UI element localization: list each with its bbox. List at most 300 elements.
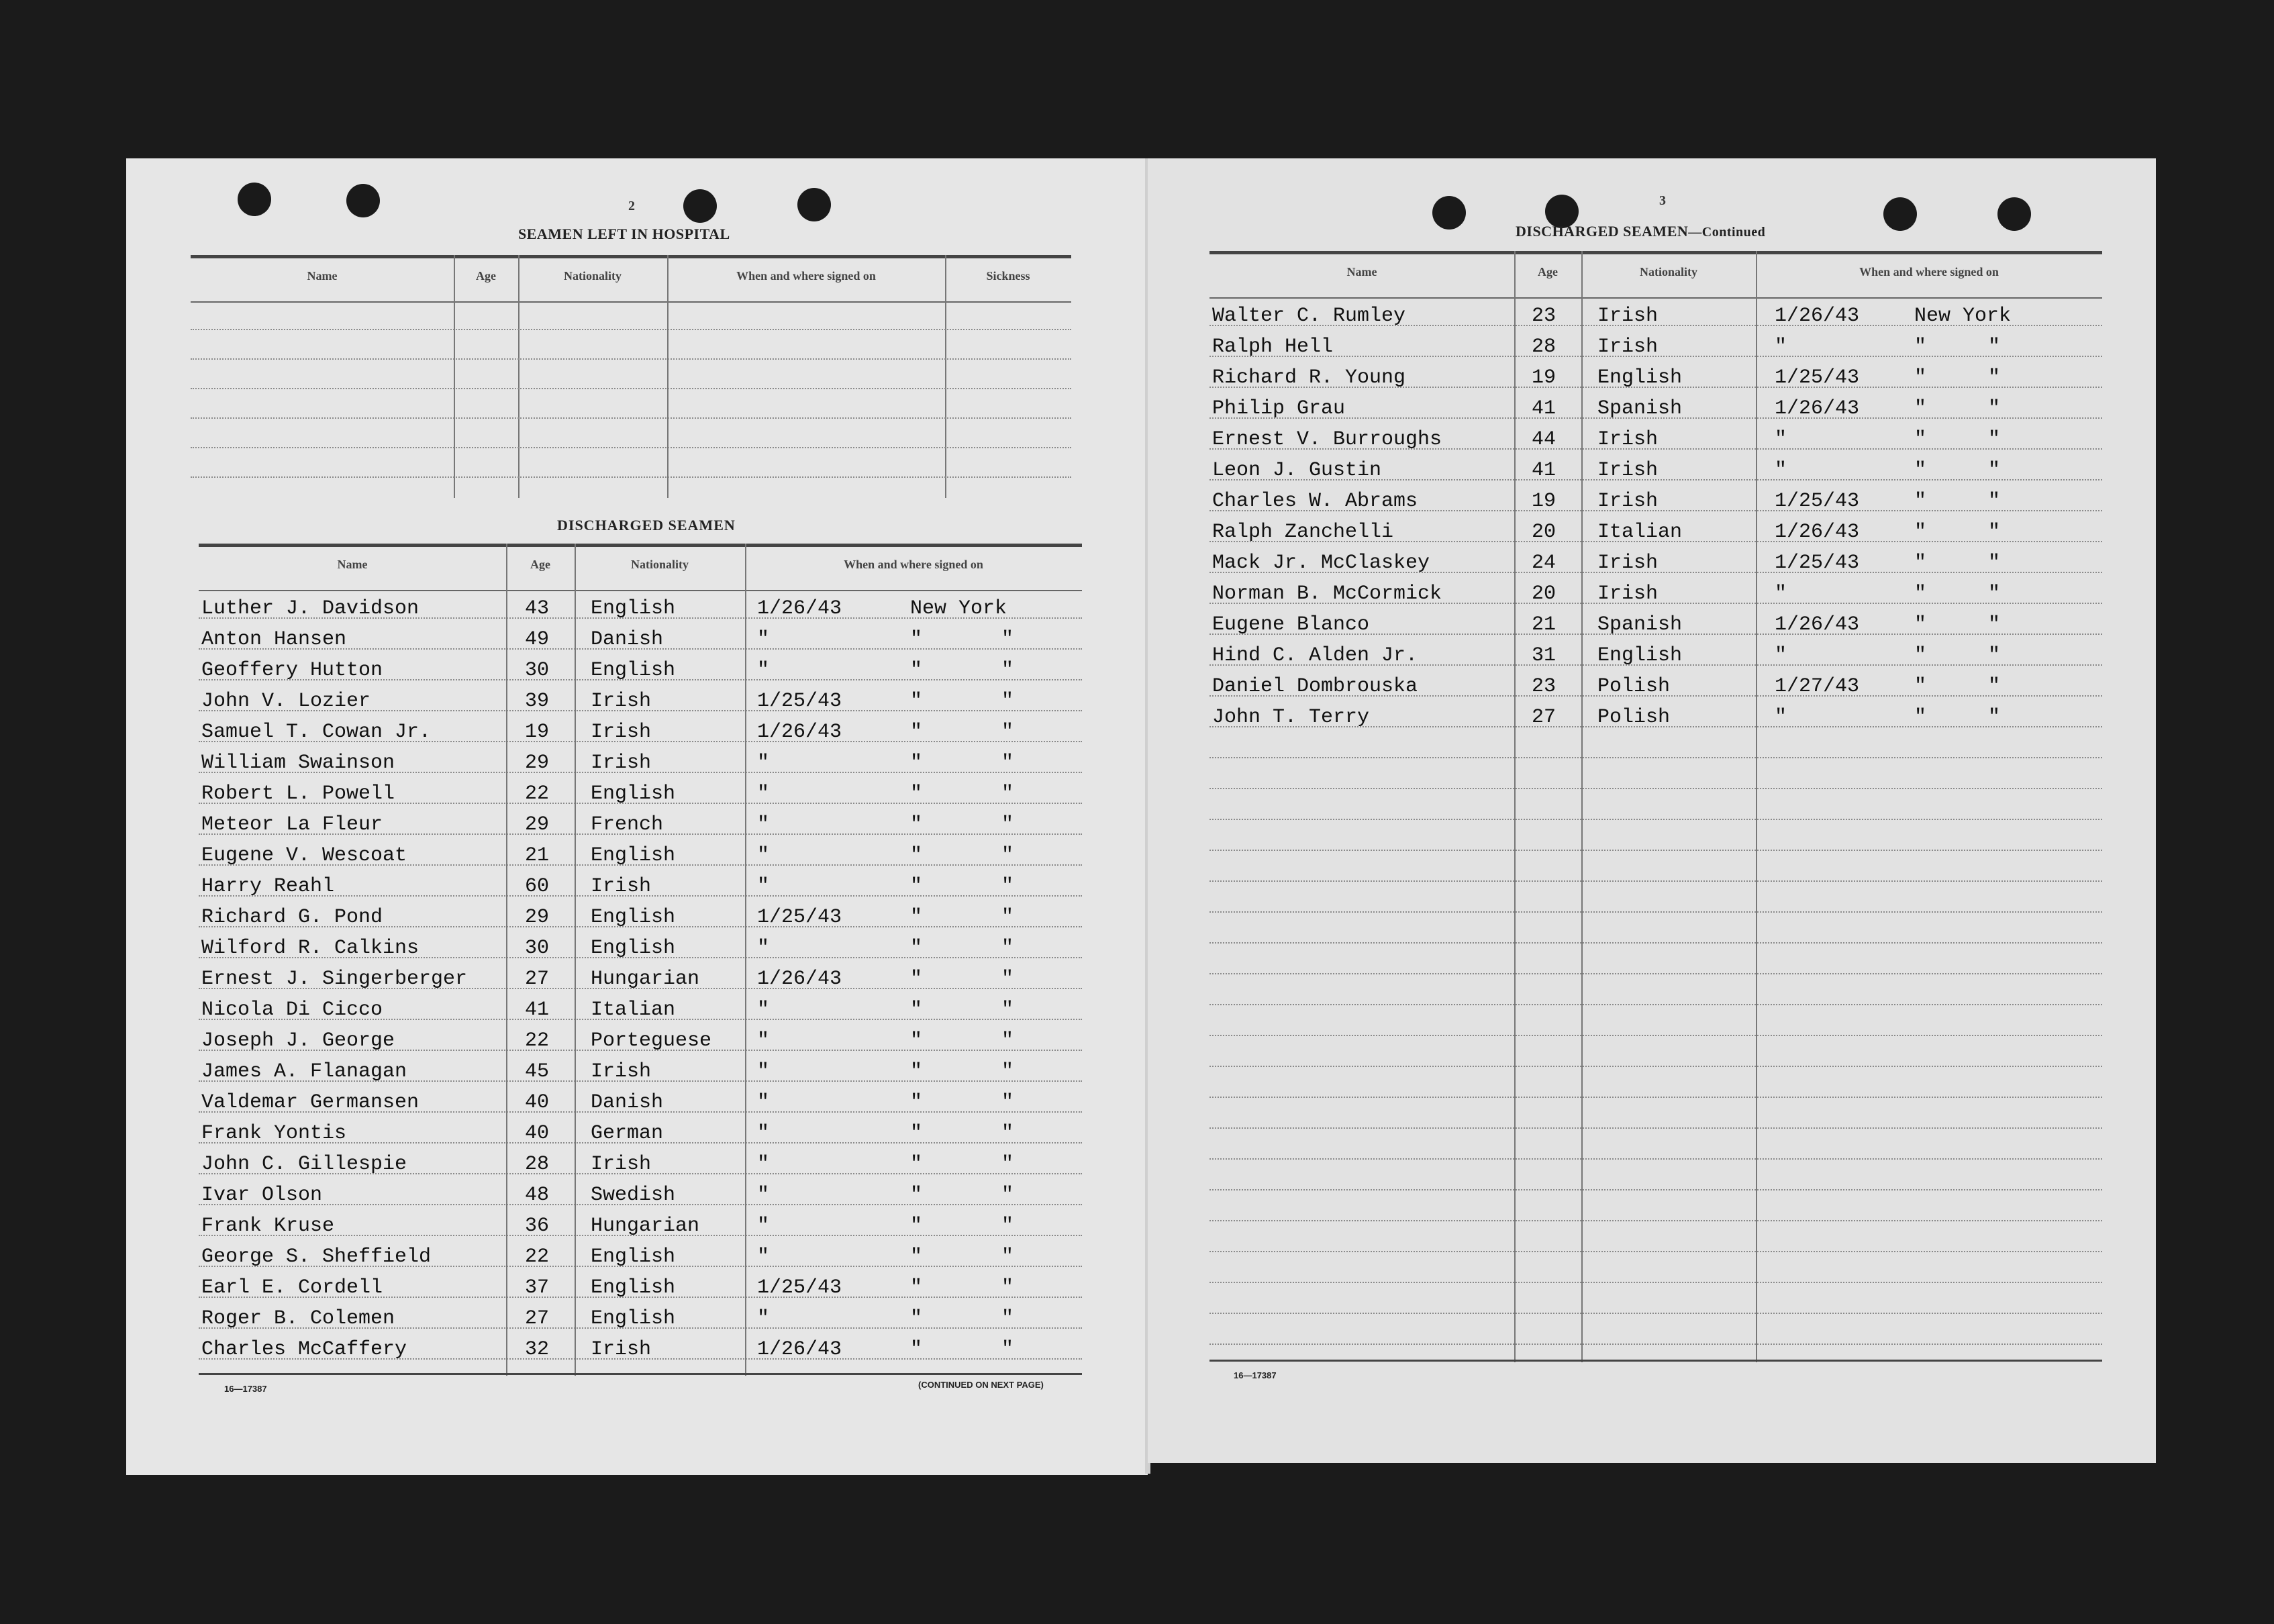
- seaman-name: James A. Flanagan: [201, 1060, 407, 1083]
- signed-date: ": [757, 1091, 770, 1114]
- signed-date: ": [757, 1246, 770, 1268]
- table-row: [199, 989, 1082, 1020]
- table-row: [199, 897, 1082, 927]
- seaman-nationality: Hungarian: [591, 968, 700, 991]
- table-row: [1209, 388, 2102, 419]
- signed-state: ": [1001, 1153, 1014, 1176]
- signed-date: 1/26/43: [1775, 305, 1860, 327]
- signed-date: ": [757, 659, 770, 682]
- header-age: Age: [530, 558, 550, 571]
- seaman-nationality: Spanish: [1597, 613, 1683, 636]
- seaman-name: Daniel Dombrouska: [1212, 675, 1418, 698]
- signed-place: ": [910, 1215, 923, 1237]
- seaman-name: Anton Hansen: [201, 628, 347, 651]
- signed-state: ": [1001, 1246, 1014, 1268]
- header-signed-on: When and where signed on: [736, 269, 876, 283]
- signed-state: ": [1001, 999, 1014, 1021]
- signed-place: New York: [910, 597, 1007, 620]
- seaman-nationality: English: [591, 659, 676, 682]
- signed-date: ": [757, 1029, 770, 1052]
- title-continued: —Continued: [1688, 225, 1766, 240]
- table-row: [199, 1205, 1082, 1236]
- signed-place: ": [1914, 706, 1927, 729]
- signed-state: ": [1001, 752, 1014, 774]
- table-row: [199, 711, 1082, 742]
- seaman-name: Eugene Blanco: [1212, 613, 1370, 636]
- seaman-nationality: Irish: [1597, 336, 1659, 358]
- seaman-name: Norman B. McCormick: [1212, 582, 1442, 605]
- signed-state: ": [1001, 1060, 1014, 1083]
- table-row: [199, 958, 1082, 989]
- table-row: [1209, 419, 2102, 450]
- seaman-name: William Swainson: [201, 752, 395, 774]
- signed-place: ": [910, 1338, 923, 1361]
- signed-state: ": [1988, 336, 2001, 358]
- seaman-age: 43: [525, 597, 550, 620]
- signed-date: ": [757, 628, 770, 651]
- seaman-nationality: English: [591, 906, 676, 929]
- signed-place: ": [1914, 521, 1927, 544]
- seaman-nationality: Danish: [591, 1091, 664, 1114]
- seaman-name: Richard R. Young: [1212, 366, 1406, 389]
- signed-date: 1/25/43: [757, 1276, 842, 1299]
- signed-date: ": [757, 1153, 770, 1176]
- seaman-name: Hind C. Alden Jr.: [1212, 644, 1418, 667]
- seaman-name: Richard G. Pond: [201, 906, 383, 929]
- seaman-name: Frank Kruse: [201, 1215, 335, 1237]
- punch-hole: [683, 189, 717, 223]
- table-row: [199, 866, 1082, 897]
- signed-date: ": [757, 1184, 770, 1207]
- seaman-age: 32: [525, 1338, 550, 1361]
- blank-row: [1209, 1283, 2102, 1314]
- seaman-name: Valdemar Germansen: [201, 1091, 419, 1114]
- blank-row: [1209, 1252, 2102, 1283]
- table-row: [199, 1329, 1082, 1360]
- signed-date: ": [757, 813, 770, 836]
- signed-date: ": [757, 1215, 770, 1237]
- seaman-age: 27: [525, 1307, 550, 1330]
- table-row: [199, 1113, 1082, 1144]
- seaman-name: Robert L. Powell: [201, 782, 395, 805]
- seaman-age: 27: [1532, 706, 1556, 729]
- signed-place: ": [910, 937, 923, 960]
- seaman-age: 29: [525, 813, 550, 836]
- discharged-continued-title: [1516, 223, 1765, 240]
- seaman-age: 23: [1532, 675, 1556, 698]
- seaman-nationality: Irish: [1597, 582, 1659, 605]
- seaman-nationality: English: [591, 782, 676, 805]
- seaman-name: Luther J. Davidson: [201, 597, 419, 620]
- seaman-name: Ralph Zanchelli: [1212, 521, 1394, 544]
- seaman-nationality: German: [591, 1122, 664, 1145]
- signed-place: ": [910, 999, 923, 1021]
- signed-date: 1/26/43: [757, 721, 842, 744]
- blank-row: [1209, 1314, 2102, 1345]
- blank-row: [1209, 1098, 2102, 1129]
- seaman-nationality: Polish: [1597, 675, 1671, 698]
- seaman-nationality: Irish: [591, 1153, 652, 1176]
- signed-date: ": [757, 999, 770, 1021]
- seaman-age: 22: [525, 1246, 550, 1268]
- blank-row: [1209, 1129, 2102, 1160]
- signed-state: ": [1001, 721, 1014, 744]
- signed-place: ": [910, 628, 923, 651]
- signed-state: ": [1988, 613, 2001, 636]
- signed-place: ": [1914, 490, 1927, 513]
- seaman-age: 40: [525, 1091, 550, 1114]
- signed-date: ": [757, 1060, 770, 1083]
- signed-place: ": [1914, 366, 1927, 389]
- seaman-nationality: English: [591, 1307, 676, 1330]
- table-row: [1209, 542, 2102, 573]
- seaman-name: John C. Gillespie: [201, 1153, 407, 1176]
- table-row: [1209, 573, 2102, 604]
- header-nationality: Nationality: [563, 269, 622, 283]
- seaman-age: 20: [1532, 582, 1556, 605]
- seaman-age: 37: [525, 1276, 550, 1299]
- table-row: [199, 927, 1082, 958]
- header-name: Name: [1346, 265, 1377, 278]
- seaman-age: 24: [1532, 552, 1556, 574]
- signed-state: ": [1988, 644, 2001, 667]
- signed-state: ": [1001, 937, 1014, 960]
- header-age: Age: [476, 269, 496, 283]
- signed-state: ": [1001, 1215, 1014, 1237]
- seaman-nationality: Irish: [1597, 490, 1659, 513]
- seaman-age: 28: [1532, 336, 1556, 358]
- seaman-name: Philip Grau: [1212, 397, 1346, 420]
- seaman-age: 23: [1532, 305, 1556, 327]
- signed-place: ": [1914, 428, 1927, 451]
- hospital-table: [191, 255, 1071, 498]
- table-row: [199, 1236, 1082, 1267]
- table-row: [199, 1174, 1082, 1205]
- signed-place: ": [910, 721, 923, 744]
- seaman-name: Charles McCaffery: [201, 1338, 407, 1361]
- table-row: [1209, 295, 2102, 326]
- table-row: [199, 650, 1082, 680]
- seaman-age: 49: [525, 628, 550, 651]
- signed-place: ": [910, 752, 923, 774]
- signed-date: 1/26/43: [1775, 397, 1860, 420]
- signed-date: ": [757, 1307, 770, 1330]
- punch-hole: [1997, 197, 2031, 231]
- signed-state: ": [1988, 459, 2001, 482]
- table-row: [199, 742, 1082, 773]
- seaman-name: Ernest J. Singerberger: [201, 968, 468, 991]
- signed-place: ": [910, 1060, 923, 1083]
- table-row: [199, 619, 1082, 650]
- table-row: [199, 804, 1082, 835]
- header-sickness: Sickness: [986, 269, 1030, 283]
- table-row: [1209, 326, 2102, 357]
- signed-date: 1/26/43: [757, 597, 842, 620]
- punch-hole: [1432, 196, 1466, 230]
- discharged-header: [199, 544, 1082, 591]
- blank-row: [1209, 974, 2102, 1005]
- blank-row: [1209, 851, 2102, 882]
- punch-hole: [797, 188, 831, 221]
- seaman-nationality: Polish: [1597, 706, 1671, 729]
- signed-state: ": [1988, 428, 2001, 451]
- table-row: [1209, 666, 2102, 697]
- seaman-nationality: English: [591, 844, 676, 867]
- signed-state: ": [1001, 875, 1014, 898]
- signed-state: ": [1001, 1307, 1014, 1330]
- signed-place: ": [910, 1153, 923, 1176]
- punch-hole: [1883, 197, 1917, 231]
- signed-place: ": [1914, 552, 1927, 574]
- signed-state: ": [1001, 782, 1014, 805]
- table-row: [199, 773, 1082, 804]
- seaman-name: Harry Reahl: [201, 875, 335, 898]
- blank-row: [1209, 1036, 2102, 1067]
- seaman-age: 45: [525, 1060, 550, 1083]
- seaman-nationality: Irish: [591, 752, 652, 774]
- seaman-nationality: Irish: [1597, 459, 1659, 482]
- table-row: [199, 1051, 1082, 1082]
- seaman-nationality: Irish: [1597, 428, 1659, 451]
- signed-date: ": [1775, 459, 1787, 482]
- table-row: [1209, 635, 2102, 666]
- discharged-header: [1209, 251, 2102, 299]
- blank-row: [1209, 944, 2102, 974]
- signed-place: ": [910, 968, 923, 991]
- discharged-rows: [1209, 295, 2102, 1345]
- seaman-name: Earl E. Cordell: [201, 1276, 383, 1299]
- blank-row: [1209, 1067, 2102, 1098]
- table-row: [199, 835, 1082, 866]
- signed-date: ": [757, 782, 770, 805]
- form-number: 16—17387: [224, 1384, 267, 1394]
- seaman-name: John T. Terry: [1212, 706, 1370, 729]
- signed-place: ": [910, 1122, 923, 1145]
- blank-row: [1209, 789, 2102, 820]
- signed-date: ": [1775, 706, 1787, 729]
- signed-place: ": [1914, 613, 1927, 636]
- signed-date: ": [757, 875, 770, 898]
- seaman-name: Roger B. Colemen: [201, 1307, 395, 1330]
- seaman-name: Charles W. Abrams: [1212, 490, 1418, 513]
- seaman-nationality: French: [591, 813, 664, 836]
- blank-row: [1209, 820, 2102, 851]
- signed-place: ": [910, 782, 923, 805]
- signed-state: ": [1001, 1029, 1014, 1052]
- signed-place: ": [1914, 582, 1927, 605]
- discharged-table: [199, 544, 1082, 1376]
- signed-date: 1/25/43: [757, 690, 842, 713]
- form-number: 16—17387: [1234, 1370, 1277, 1380]
- signed-state: ": [1001, 1184, 1014, 1207]
- signed-place: ": [910, 1307, 923, 1330]
- seaman-nationality: Porteguese: [591, 1029, 712, 1052]
- seaman-nationality: Swedish: [591, 1184, 676, 1207]
- seaman-name: Frank Yontis: [201, 1122, 347, 1145]
- signed-date: ": [757, 937, 770, 960]
- signed-state: ": [1001, 628, 1014, 651]
- seaman-age: 20: [1532, 521, 1556, 544]
- seaman-nationality: Danish: [591, 628, 664, 651]
- seaman-age: 21: [1532, 613, 1556, 636]
- seaman-nationality: Irish: [591, 875, 652, 898]
- signed-place: ": [910, 813, 923, 836]
- seaman-age: 19: [1532, 366, 1556, 389]
- seaman-age: 39: [525, 690, 550, 713]
- seaman-nationality: English: [591, 1276, 676, 1299]
- signed-place: ": [910, 1276, 923, 1299]
- seaman-nationality: Irish: [1597, 305, 1659, 327]
- seaman-age: 31: [1532, 644, 1556, 667]
- seaman-age: 36: [525, 1215, 550, 1237]
- signed-place: ": [910, 844, 923, 867]
- signed-date: ": [1775, 428, 1787, 451]
- signed-place: ": [1914, 459, 1927, 482]
- seaman-name: Nicola Di Cicco: [201, 999, 383, 1021]
- signed-place: ": [1914, 675, 1927, 698]
- page-number: 2: [628, 199, 635, 213]
- signed-place: ": [1914, 397, 1927, 420]
- signed-place: ": [1914, 336, 1927, 358]
- title-main: DISCHARGED SEAMEN: [1516, 223, 1689, 240]
- seaman-age: 44: [1532, 428, 1556, 451]
- signed-date: ": [757, 844, 770, 867]
- signed-date: 1/26/43: [1775, 521, 1860, 544]
- table-row: [199, 1020, 1082, 1051]
- seaman-age: 22: [525, 782, 550, 805]
- seaman-nationality: English: [591, 597, 676, 620]
- seaman-name: Ralph Hell: [1212, 336, 1334, 358]
- discharged-title: DISCHARGED SEAMEN: [557, 517, 736, 534]
- signed-date: 1/26/43: [1775, 613, 1860, 636]
- header-name: Name: [337, 558, 368, 571]
- discharged-rows: [199, 588, 1082, 1360]
- punch-hole: [346, 184, 380, 217]
- seaman-age: 40: [525, 1122, 550, 1145]
- signed-place: ": [910, 659, 923, 682]
- signed-date: ": [757, 1122, 770, 1145]
- signed-date: 1/26/43: [757, 968, 842, 991]
- signed-state: ": [1988, 675, 2001, 698]
- signed-state: ": [1001, 1276, 1014, 1299]
- signed-state: ": [1001, 968, 1014, 991]
- seaman-age: 41: [1532, 459, 1556, 482]
- seaman-name: Walter C. Rumley: [1212, 305, 1406, 327]
- table-row: [1209, 357, 2102, 388]
- seaman-age: 19: [525, 721, 550, 744]
- header-nationality: Nationality: [1639, 265, 1697, 278]
- seaman-name: Geoffery Hutton: [201, 659, 383, 682]
- header-signed-on: When and where signed on: [844, 558, 983, 571]
- signed-state: ": [1988, 706, 2001, 729]
- signed-place: ": [910, 875, 923, 898]
- hospital-header: [191, 255, 1071, 303]
- table-row: [199, 680, 1082, 711]
- continued-note: (CONTINUED ON NEXT PAGE): [918, 1380, 1044, 1390]
- signed-state: ": [1001, 1122, 1014, 1145]
- seaman-nationality: Italian: [591, 999, 676, 1021]
- discharged-continued-table: [1209, 251, 2102, 1362]
- seaman-name: Mack Jr. McClaskey: [1212, 552, 1430, 574]
- seaman-nationality: Italian: [1597, 521, 1683, 544]
- table-row: [199, 1082, 1082, 1113]
- blank-row: [1209, 882, 2102, 913]
- signed-state: ": [1001, 1338, 1014, 1361]
- signed-state: ": [1988, 521, 2001, 544]
- punch-hole: [238, 183, 271, 216]
- seaman-age: 21: [525, 844, 550, 867]
- signed-state: ": [1001, 844, 1014, 867]
- blank-row: [1209, 1160, 2102, 1190]
- header-name: Name: [307, 269, 338, 283]
- seaman-nationality: Hungarian: [591, 1215, 700, 1237]
- signed-place: ": [910, 906, 923, 929]
- table-row: [199, 1144, 1082, 1174]
- blank-row: [1209, 1190, 2102, 1221]
- seaman-name: Ivar Olson: [201, 1184, 323, 1207]
- seaman-nationality: English: [591, 937, 676, 960]
- left-page: [126, 158, 1148, 1475]
- blank-row: [1209, 1005, 2102, 1036]
- header-age: Age: [1538, 265, 1558, 278]
- table-row: [1209, 604, 2102, 635]
- seaman-name: Meteor La Fleur: [201, 813, 383, 836]
- seaman-nationality: Irish: [1597, 552, 1659, 574]
- signed-date: 1/26/43: [757, 1338, 842, 1361]
- signed-place: ": [910, 690, 923, 713]
- signed-state: ": [1001, 659, 1014, 682]
- signed-place: ": [910, 1029, 923, 1052]
- signed-state: ": [1988, 366, 2001, 389]
- seaman-nationality: Irish: [591, 690, 652, 713]
- blank-row: [1209, 727, 2102, 758]
- seaman-age: 60: [525, 875, 550, 898]
- table-row: [1209, 480, 2102, 511]
- signed-date: ": [1775, 582, 1787, 605]
- right-page: [1148, 158, 2156, 1463]
- seaman-nationality: Spanish: [1597, 397, 1683, 420]
- seaman-age: 30: [525, 937, 550, 960]
- signed-place: ": [1914, 644, 1927, 667]
- seaman-nationality: English: [591, 1246, 676, 1268]
- seaman-age: 29: [525, 752, 550, 774]
- signed-date: ": [1775, 644, 1787, 667]
- signed-state: ": [1001, 906, 1014, 929]
- page-number: 3: [1659, 193, 1666, 208]
- signed-date: 1/27/43: [1775, 675, 1860, 698]
- signed-date: 1/25/43: [1775, 366, 1860, 389]
- signed-date: ": [757, 752, 770, 774]
- seaman-age: 19: [1532, 490, 1556, 513]
- seaman-age: 29: [525, 906, 550, 929]
- blank-row: [1209, 1221, 2102, 1252]
- seaman-nationality: Irish: [591, 1338, 652, 1361]
- signed-date: 1/25/43: [1775, 490, 1860, 513]
- seaman-age: 27: [525, 968, 550, 991]
- signed-state: ": [1988, 397, 2001, 420]
- seaman-nationality: English: [1597, 644, 1683, 667]
- seaman-age: 22: [525, 1029, 550, 1052]
- seaman-name: Ernest V. Burroughs: [1212, 428, 1442, 451]
- signed-date: 1/25/43: [757, 906, 842, 929]
- table-row: [199, 1267, 1082, 1298]
- seaman-name: Joseph J. George: [201, 1029, 395, 1052]
- seaman-age: 28: [525, 1153, 550, 1176]
- seaman-age: 48: [525, 1184, 550, 1207]
- table-row: [1209, 511, 2102, 542]
- header-signed-on: When and where signed on: [1859, 265, 1999, 278]
- seaman-name: George S. Sheffield: [201, 1246, 432, 1268]
